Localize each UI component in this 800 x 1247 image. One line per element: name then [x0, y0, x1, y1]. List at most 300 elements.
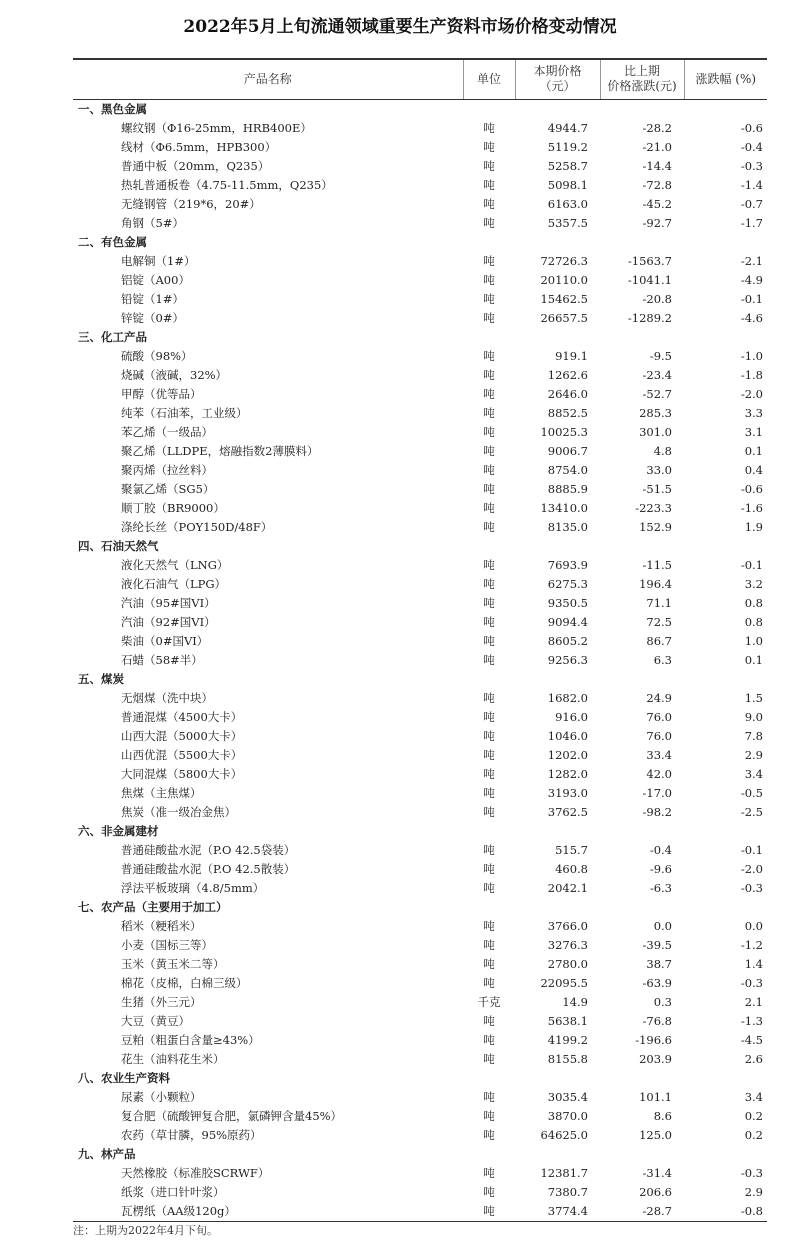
unit-cell: 吨	[483, 1127, 495, 1142]
change-cell: 4.8	[653, 443, 672, 458]
product-name-cell: 大豆（黄豆）	[121, 1013, 190, 1028]
unit-cell: 吨	[483, 367, 495, 382]
table-row	[73, 461, 767, 480]
unit-cell: 吨	[483, 633, 495, 648]
change-cell: 6.3	[653, 652, 672, 667]
unit-cell: 吨	[463, 1202, 515, 1222]
price-cell: 5258.7	[547, 158, 588, 173]
table-row	[73, 404, 767, 423]
change-cell: 285.3	[639, 405, 672, 420]
change-cell: 152.9	[639, 519, 672, 534]
percent-cell: 0.8	[744, 614, 763, 629]
table-row	[73, 1183, 767, 1202]
table-row	[73, 480, 767, 499]
product-name-cell: 电解铜（1#）	[121, 253, 196, 268]
price-cell: 460.8	[555, 861, 588, 876]
change-cell: -0.4	[649, 842, 672, 857]
change-cell: -23.4	[642, 367, 672, 382]
change-cell: 125.0	[639, 1127, 672, 1142]
change-cell: -52.7	[642, 386, 672, 401]
unit-cell: 吨	[483, 595, 495, 610]
unit-cell: 吨	[483, 443, 495, 458]
percent-cell: 0.0	[744, 918, 763, 933]
percent-cell: 1.9	[744, 519, 763, 534]
product-name-cell: 农药（草甘膦，95%原药）	[121, 1127, 262, 1142]
category-row	[73, 822, 767, 841]
percent-cell: 3.4	[744, 1089, 763, 1104]
table-row	[73, 119, 767, 138]
price-cell: 1282.0	[547, 766, 588, 781]
price-cell: 3762.5	[547, 804, 588, 819]
product-name-cell: 复合肥（硫酸钾复合肥，氯磷钾含量45%）	[121, 1108, 343, 1123]
unit-cell: 吨	[483, 785, 495, 800]
category-label: 一、黑色金属	[78, 101, 147, 116]
unit-cell: 吨	[483, 215, 495, 230]
change-cell: -28.7	[600, 1202, 684, 1222]
percent-cell: 0.4	[744, 462, 763, 477]
price-cell: 1262.6	[547, 367, 588, 382]
table-row	[73, 594, 767, 613]
percent-cell: 2.6	[744, 1051, 763, 1066]
unit-cell: 吨	[483, 481, 495, 496]
unit-cell: 吨	[483, 462, 495, 477]
change-cell: 38.7	[646, 956, 672, 971]
unit-cell: 吨	[483, 880, 495, 895]
price-cell: 8885.9	[547, 481, 588, 496]
product-name-cell: 大同混煤（5800大卡）	[121, 766, 243, 781]
price-cell: 13410.0	[540, 500, 588, 515]
change-cell: 72.5	[646, 614, 672, 629]
unit-cell: 吨	[483, 348, 495, 363]
product-name-cell: 山西优混（5500大卡）	[121, 747, 243, 762]
unit-cell: 吨	[483, 500, 495, 515]
table-row	[73, 252, 767, 271]
table-row	[73, 936, 767, 955]
header-product-name: 产品名称	[73, 59, 463, 99]
product-name-cell: 聚乙烯（LLDPE，熔融指数2薄膜料）	[121, 443, 319, 458]
unit-cell: 吨	[483, 804, 495, 819]
product-name-cell: 柴油（0#国VI）	[121, 633, 209, 648]
percent-cell: 9.0	[744, 709, 763, 724]
product-name-cell: 小麦（国标三等）	[121, 937, 213, 952]
unit-cell: 吨	[483, 576, 495, 591]
product-name-cell: 聚丙烯（拉丝料）	[121, 462, 213, 477]
percent-cell: -1.8	[740, 367, 763, 382]
table-row	[73, 347, 767, 366]
table-row	[73, 518, 767, 537]
table-row	[73, 214, 767, 233]
unit-cell: 吨	[483, 1013, 495, 1028]
change-cell: -31.4	[642, 1165, 672, 1180]
table-row	[73, 442, 767, 461]
percent-cell: 3.1	[744, 424, 763, 439]
header-percent: 涨跌幅 (%)	[684, 59, 767, 99]
change-cell: 24.9	[646, 690, 672, 705]
footnote: 注：上期为2022年4月下旬。	[73, 1224, 218, 1237]
change-cell: 71.1	[646, 595, 672, 610]
unit-cell: 吨	[483, 557, 495, 572]
price-cell: 2042.1	[547, 880, 588, 895]
unit-cell: 吨	[483, 1051, 495, 1066]
change-cell: 0.0	[653, 918, 672, 933]
price-cell: 5638.1	[547, 1013, 588, 1028]
product-name-cell: 纸浆（进口针叶浆）	[121, 1184, 225, 1199]
header-price: 本期价格 （元）	[515, 59, 600, 99]
unit-cell: 吨	[483, 766, 495, 781]
change-cell: -45.2	[642, 196, 672, 211]
change-cell: -14.4	[642, 158, 672, 173]
table-row	[73, 917, 767, 936]
product-name-cell: 锌锭（0#）	[121, 310, 184, 325]
category-label: 八、农业生产资料	[78, 1070, 170, 1085]
table-row	[73, 309, 767, 328]
change-cell: -76.8	[642, 1013, 672, 1028]
table-row	[73, 651, 767, 670]
category-row	[73, 670, 767, 689]
unit-cell: 吨	[483, 424, 495, 439]
table-row	[73, 575, 767, 594]
table-row	[73, 974, 767, 993]
unit-cell: 吨	[483, 1184, 495, 1199]
change-cell: 76.0	[646, 728, 672, 743]
product-name-cell: 焦煤（主焦煤）	[121, 785, 202, 800]
price-cell: 6163.0	[547, 196, 588, 211]
change-cell: -63.9	[642, 975, 672, 990]
unit-cell: 吨	[483, 842, 495, 857]
product-name-cell: 硫酸（98%）	[121, 348, 193, 363]
unit-cell: 吨	[483, 196, 495, 211]
price-cell: 515.7	[555, 842, 588, 857]
product-name-cell: 纯苯（石油苯，工业级）	[121, 405, 248, 420]
unit-cell: 吨	[483, 937, 495, 952]
table-row	[73, 765, 767, 784]
table-row	[73, 955, 767, 974]
percent-cell: -0.1	[740, 842, 763, 857]
unit-cell: 吨	[483, 690, 495, 705]
unit-cell: 吨	[483, 405, 495, 420]
table-row	[73, 290, 767, 309]
table-row	[73, 1088, 767, 1107]
product-name-cell: 天然橡胶（标准胶SCRWF）	[121, 1165, 270, 1180]
unit-cell: 吨	[483, 253, 495, 268]
change-cell: 33.4	[646, 747, 672, 762]
price-cell: 6275.3	[547, 576, 588, 591]
product-name-cell: 无烟煤（洗中块）	[121, 690, 213, 705]
table-row	[73, 1126, 767, 1145]
unit-cell: 吨	[483, 120, 495, 135]
unit-cell: 吨	[483, 709, 495, 724]
change-cell: 33.0	[646, 462, 672, 477]
table-row	[73, 385, 767, 404]
price-cell: 12381.7	[540, 1165, 588, 1180]
product-name-cell: 豆粕（粗蛋白含量≥43%）	[121, 1032, 260, 1047]
unit-cell: 吨	[483, 1108, 495, 1123]
table-row	[73, 727, 767, 746]
unit-cell: 吨	[483, 310, 495, 325]
change-cell: -1041.1	[627, 272, 672, 287]
category-label: 四、石油天然气	[78, 538, 159, 553]
table-row	[73, 1164, 767, 1183]
table-row	[73, 176, 767, 195]
category-row	[73, 233, 767, 252]
table-row	[73, 556, 767, 575]
change-cell: 206.6	[639, 1184, 672, 1199]
unit-cell: 吨	[483, 918, 495, 933]
percent-cell: -0.6	[740, 120, 763, 135]
table-row	[73, 138, 767, 157]
percent-cell: -0.8	[684, 1202, 767, 1222]
product-name-cell: 普通混煤（4500大卡）	[121, 709, 243, 724]
price-cell: 10025.3	[540, 424, 588, 439]
price-cell: 8135.0	[547, 519, 588, 534]
unit-cell: 吨	[483, 519, 495, 534]
price-cell: 8155.8	[547, 1051, 588, 1066]
price-cell: 8754.0	[547, 462, 588, 477]
unit-cell: 吨	[483, 1089, 495, 1104]
table-row	[73, 271, 767, 290]
percent-cell: -0.1	[740, 291, 763, 306]
product-name-cell: 无缝钢管（219*6，20#）	[121, 196, 261, 211]
price-cell: 1202.0	[547, 747, 588, 762]
change-cell: -98.2	[642, 804, 672, 819]
table-row	[73, 803, 767, 822]
percent-cell: -2.1	[740, 253, 763, 268]
percent-cell: 0.2	[744, 1127, 763, 1142]
product-name-cell: 玉米（黄玉米二等）	[121, 956, 225, 971]
table-row	[73, 784, 767, 803]
product-name-cell: 苯乙烯（一级品）	[121, 424, 213, 439]
category-label: 二、有色金属	[78, 234, 147, 249]
change-cell: 86.7	[646, 633, 672, 648]
percent-cell: -1.6	[740, 500, 763, 515]
price-cell: 9094.4	[547, 614, 588, 629]
price-cell: 4944.7	[547, 120, 588, 135]
product-name-cell: 普通硅酸盐水泥（P.O 42.5散装）	[121, 861, 296, 876]
percent-cell: -0.3	[740, 975, 763, 990]
percent-cell: 3.3	[744, 405, 763, 420]
price-cell: 26657.5	[540, 310, 588, 325]
change-cell: -21.0	[642, 139, 672, 154]
percent-cell: 1.4	[744, 956, 763, 971]
change-cell: 76.0	[646, 709, 672, 724]
table-row	[73, 613, 767, 632]
unit-cell: 吨	[483, 1032, 495, 1047]
change-cell: -72.8	[642, 177, 672, 192]
percent-cell: 3.2	[744, 576, 763, 591]
price-cell: 9350.5	[547, 595, 588, 610]
percent-cell: 0.2	[744, 1108, 763, 1123]
table-row	[73, 860, 767, 879]
percent-cell: 1.0	[744, 633, 763, 648]
change-cell: -11.5	[642, 557, 672, 572]
price-cell: 3035.4	[547, 1089, 588, 1104]
product-name-cell: 甲醇（优等品）	[121, 386, 202, 401]
change-cell: -6.3	[649, 880, 672, 895]
product-name-cell: 顺丁胶（BR9000）	[121, 500, 225, 515]
product-name-cell: 液化石油气（LPG）	[121, 576, 227, 591]
price-cell: 7693.9	[547, 557, 588, 572]
price-cell: 3276.3	[547, 937, 588, 952]
change-cell: 8.6	[653, 1108, 672, 1123]
percent-cell: -0.6	[740, 481, 763, 496]
unit-cell: 千克	[477, 994, 501, 1009]
product-name-cell: 瓦楞纸（AA级120g）	[73, 1202, 463, 1222]
category-label: 六、非金属建材	[78, 823, 159, 838]
price-cell: 22095.5	[540, 975, 588, 990]
category-row	[73, 1145, 767, 1164]
percent-cell: -0.5	[740, 785, 763, 800]
change-cell: 301.0	[639, 424, 672, 439]
price-cell: 5357.5	[547, 215, 588, 230]
percent-cell: -1.0	[740, 348, 763, 363]
table-row	[73, 632, 767, 651]
change-cell: -17.0	[642, 785, 672, 800]
product-name-cell: 浮法平板玻璃（4.8/5mm）	[121, 880, 265, 895]
product-name-cell: 汽油（95#国VI）	[121, 595, 216, 610]
product-name-cell: 山西大混（5000大卡）	[121, 728, 243, 743]
product-name-cell: 汽油（92#国VI）	[121, 614, 216, 629]
product-name-cell: 涤纶长丝（POY150D/48F）	[121, 519, 273, 534]
percent-cell: -0.3	[740, 880, 763, 895]
table-row	[73, 1050, 767, 1069]
category-label: 五、煤炭	[78, 671, 124, 686]
percent-cell: 3.4	[744, 766, 763, 781]
table-row	[73, 157, 767, 176]
category-label: 七、农产品（主要用于加工）	[78, 899, 228, 914]
price-cell: 9256.3	[547, 652, 588, 667]
table-row	[73, 366, 767, 385]
percent-cell: -4.6	[740, 310, 763, 325]
product-name-cell: 稻米（粳稻米）	[121, 918, 202, 933]
unit-cell: 吨	[483, 139, 495, 154]
table-row	[73, 746, 767, 765]
product-name-cell: 铝锭（A00）	[121, 272, 190, 287]
table-row	[73, 993, 767, 1012]
product-name-cell: 尿素（小颗粒）	[121, 1089, 202, 1104]
price-cell: 3774.4	[515, 1202, 600, 1222]
percent-cell: 0.8	[744, 595, 763, 610]
table-body	[73, 99, 767, 1221]
table-row	[73, 1012, 767, 1031]
header-change: 比上期 价格涨跌(元)	[600, 59, 684, 99]
table-row	[73, 423, 767, 442]
change-cell: -20.8	[642, 291, 672, 306]
price-table-container	[73, 58, 767, 1222]
price-cell: 5098.1	[547, 177, 588, 192]
product-name-cell: 生猪（外三元）	[121, 994, 202, 1009]
percent-cell: -4.5	[740, 1032, 763, 1047]
product-name-cell: 角钢（5#）	[121, 215, 184, 230]
product-name-cell: 普通硅酸盐水泥（P.O 42.5袋装）	[121, 842, 296, 857]
percent-cell: -2.0	[740, 861, 763, 876]
unit-cell: 吨	[483, 386, 495, 401]
category-label: 三、化工产品	[78, 329, 147, 344]
category-row	[73, 537, 767, 556]
price-cell: 9006.7	[547, 443, 588, 458]
change-cell: -1289.2	[627, 310, 672, 325]
price-cell: 3870.0	[547, 1108, 588, 1123]
change-cell: -9.6	[649, 861, 672, 876]
unit-cell: 吨	[483, 291, 495, 306]
change-cell: -51.5	[642, 481, 672, 496]
change-cell: -39.5	[642, 937, 672, 952]
price-cell: 919.1	[555, 348, 588, 363]
percent-cell: -2.5	[740, 804, 763, 819]
percent-cell: -0.7	[740, 196, 763, 211]
change-cell: -92.7	[642, 215, 672, 230]
product-name-cell: 花生（油料花生米）	[121, 1051, 225, 1066]
unit-cell: 吨	[483, 1165, 495, 1180]
percent-cell: 7.8	[744, 728, 763, 743]
category-row	[73, 99, 767, 119]
product-name-cell: 螺纹钢（Φ16-25mm，HRB400E）	[121, 120, 312, 135]
price-cell: 1682.0	[547, 690, 588, 705]
table-row	[73, 195, 767, 214]
price-cell: 64625.0	[540, 1127, 588, 1142]
unit-cell: 吨	[483, 177, 495, 192]
price-cell: 20110.0	[540, 272, 588, 287]
unit-cell: 吨	[483, 747, 495, 762]
product-name-cell: 聚氯乙烯（SG5）	[121, 481, 215, 496]
percent-cell: -1.7	[740, 215, 763, 230]
percent-cell: 2.9	[744, 747, 763, 762]
unit-cell: 吨	[483, 861, 495, 876]
table-row	[73, 1031, 767, 1050]
price-cell: 8605.2	[547, 633, 588, 648]
change-cell: 0.3	[653, 994, 672, 1009]
product-name-cell: 液化天然气（LNG）	[121, 557, 229, 572]
price-cell: 1046.0	[547, 728, 588, 743]
percent-cell: 2.9	[744, 1184, 763, 1199]
percent-cell: -0.3	[740, 158, 763, 173]
category-row	[73, 898, 767, 917]
price-cell: 4199.2	[547, 1032, 588, 1047]
product-name-cell: 铅锭（1#）	[121, 291, 184, 306]
table-row	[73, 1202, 767, 1222]
change-cell: 101.1	[639, 1089, 672, 1104]
change-cell: 196.4	[639, 576, 672, 591]
product-name-cell: 石蜡（58#半）	[121, 652, 203, 667]
unit-cell: 吨	[483, 272, 495, 287]
price-cell: 2646.0	[547, 386, 588, 401]
percent-cell: -2.0	[740, 386, 763, 401]
table-row	[73, 708, 767, 727]
table-header-row	[73, 59, 767, 99]
price-cell: 8852.5	[547, 405, 588, 420]
page-title: 2022年5月上旬流通领域重要生产资料市场价格变动情况	[183, 17, 617, 37]
table-row	[73, 879, 767, 898]
unit-cell: 吨	[483, 728, 495, 743]
change-cell: -28.2	[642, 120, 672, 135]
unit-cell: 吨	[483, 652, 495, 667]
percent-cell: -0.4	[740, 139, 763, 154]
price-cell: 72726.3	[540, 253, 588, 268]
percent-cell: -4.9	[740, 272, 763, 287]
table-row	[73, 841, 767, 860]
unit-cell: 吨	[483, 956, 495, 971]
table-row	[73, 689, 767, 708]
price-cell: 14.9	[562, 994, 588, 1009]
unit-cell: 吨	[483, 975, 495, 990]
product-name-cell: 烧碱（液碱，32%）	[121, 367, 228, 382]
unit-cell: 吨	[483, 614, 495, 629]
table-row	[73, 1107, 767, 1126]
unit-cell: 吨	[483, 158, 495, 173]
percent-cell: 0.1	[744, 652, 763, 667]
percent-cell: 1.5	[744, 690, 763, 705]
price-cell: 7380.7	[547, 1184, 588, 1199]
price-table	[73, 58, 767, 1222]
